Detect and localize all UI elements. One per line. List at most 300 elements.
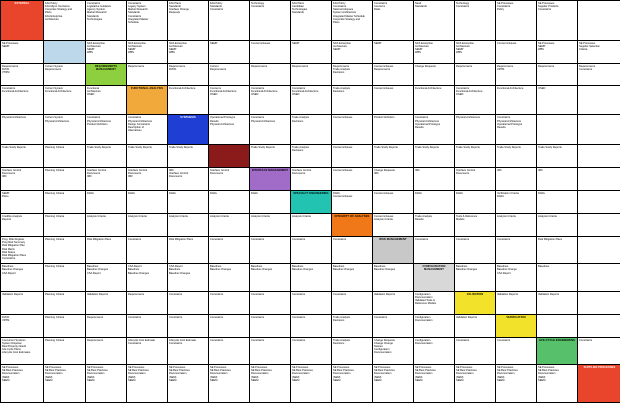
interface-cell[interactable] [127,365,168,403]
process-cell[interactable] [44,40,86,63]
interface-cell[interactable] [291,167,332,190]
interface-cell[interactable] [209,213,250,236]
interface-cell[interactable] [578,167,620,190]
interface-cell[interactable] [537,167,578,190]
interface-cell[interactable] [127,1,168,41]
interface-text: DARs [169,191,176,195]
matrix-row [1,291,620,314]
interface-cell[interactable] [414,167,455,190]
interface-text: Concerns/Issues [497,41,517,45]
interface-cell[interactable] [168,144,209,167]
interface-text: Concerns/Issues Requirements [374,64,394,72]
interface-cell[interactable] [578,190,620,213]
interface-cell[interactable] [496,144,537,167]
interface-cell[interactable] [44,213,86,236]
interface-text: Functional Architecture OSED [87,86,101,97]
interface-text: Analysis Criteria [251,214,270,218]
interface-cell[interactable] [291,291,332,314]
interface-cell[interactable] [373,337,414,364]
interface-cell[interactable] [127,63,168,85]
interface-cell[interactable] [250,291,291,314]
interface-cell[interactable] [291,237,332,264]
interface-cell[interactable] [291,264,332,291]
interface-text: Baselines Baseline Changes [374,265,396,272]
process-label: SPECIALTY ENGINEERING [293,191,329,195]
interface-cell[interactable] [578,314,620,337]
process-label: RISK MANAGEMENT [379,238,407,242]
interface-cell[interactable] [455,337,496,364]
interface-cell[interactable] [332,190,373,213]
matrix-row [1,115,620,144]
interface-text: Baselines Baseline Changes [292,265,314,272]
process-cell[interactable] [578,365,620,403]
interface-cell[interactable] [1,63,44,85]
interface-cell[interactable] [291,144,332,167]
interface-cell[interactable] [496,337,537,364]
interface-text: Analysis Criteria [210,214,229,218]
interface-cell[interactable] [1,115,44,144]
interface-cell[interactable] [578,1,620,41]
process-cell[interactable] [496,314,537,337]
interface-cell[interactable] [414,291,455,314]
interface-text: Interface Control Documents [210,168,230,175]
interface-cell[interactable] [291,365,332,403]
process-cell[interactable] [537,337,578,364]
interface-cell[interactable] [537,237,578,264]
interface-cell[interactable] [86,167,127,190]
interface-cell[interactable] [168,63,209,85]
interface-cell[interactable] [578,115,620,144]
interface-text: DARs [210,191,217,195]
interface-cell[interactable] [250,85,291,114]
interface-cell[interactable] [209,115,250,144]
interface-cell[interactable] [414,1,455,41]
interface-text: Concerns/Issues [333,116,353,120]
interface-cell[interactable] [168,85,209,114]
interface-text: Requirements RVCD VTRM [2,64,19,75]
interface-cell[interactable] [578,40,620,63]
interface-cell[interactable] [332,237,373,264]
interface-cell[interactable] [496,40,537,63]
process-label: CONFIGURATION MANAGEMENT [422,265,446,272]
interface-text: Constraints Functional Architecture OSED [292,86,319,97]
interface-cell[interactable] [332,337,373,364]
interface-text: Functional Architecture [415,86,442,90]
process-cell[interactable] [332,213,373,236]
interface-cell[interactable] [332,40,373,63]
interface-cell[interactable] [86,365,127,403]
process-cell[interactable] [168,115,209,144]
interface-cell[interactable] [414,365,455,403]
interface-cell[interactable] [44,144,86,167]
matrix-row [1,213,620,236]
interface-cell[interactable] [537,291,578,314]
process-cell[interactable] [127,85,168,114]
interface-text: Constraints Concerns Risks [374,2,388,12]
interface-text: SE Processes Constraints Policy [497,2,514,12]
process-cell[interactable] [209,144,250,167]
interface-cell[interactable] [209,167,250,190]
interface-cell[interactable] [44,1,86,41]
interface-cell[interactable] [578,63,620,85]
interface-cell[interactable] [127,264,168,291]
interface-cell[interactable] [373,85,414,114]
interface-cell[interactable] [86,144,127,167]
interface-cell[interactable] [1,314,44,337]
interface-text: Configuration Documentation [415,338,433,345]
interface-cell[interactable] [86,1,127,41]
interface-cell[interactable] [373,1,414,41]
interface-text: Credible Analysis Reports [2,214,22,222]
interface-cell[interactable] [250,365,291,403]
interface-cell[interactable] [250,237,291,264]
interface-cell[interactable] [414,40,455,63]
interface-text: Constraints [251,338,265,342]
interface-cell[interactable] [414,213,455,236]
interface-cell[interactable] [373,213,414,236]
process-label: FUNCTIONAL ANALYSIS [130,86,164,90]
interface-text: Need Standards [415,2,427,9]
interface-cell[interactable] [44,365,86,403]
interface-cell[interactable] [44,115,86,144]
interface-cell[interactable] [455,1,496,41]
interface-cell[interactable] [127,144,168,167]
interface-cell[interactable] [168,264,209,291]
interface-cell[interactable] [537,85,578,114]
interface-cell[interactable] [373,167,414,190]
interface-cell[interactable] [414,314,455,337]
interface-cell[interactable] [455,365,496,403]
interface-cell[interactable] [250,1,291,41]
interface-text: Interface Control Documents IRD [2,168,22,179]
process-label: INTERFACE MANAGEMENT [251,168,289,172]
interface-cell[interactable] [455,190,496,213]
interface-cell[interactable] [1,237,44,264]
interface-cell[interactable] [414,337,455,364]
interface-cell[interactable] [127,40,168,63]
interface-cell[interactable] [291,40,332,63]
interface-text: SE Processes SEMP [2,41,19,49]
interface-text: Analysis Criteria [169,214,188,218]
process-cell[interactable] [1,1,44,41]
interface-cell[interactable] [496,167,537,190]
interface-cell[interactable] [455,237,496,264]
interface-cell[interactable] [373,365,414,403]
interface-cell[interactable] [168,213,209,236]
interface-cell[interactable] [578,237,620,264]
interface-text: NAS Enterprise Architecture SEMP WBS [87,41,105,55]
interface-cell[interactable] [127,337,168,364]
interface-cell[interactable] [1,144,44,167]
interface-cell[interactable] [578,144,620,167]
interface-cell[interactable] [209,1,250,41]
interface-cell[interactable] [168,337,209,364]
interface-cell[interactable] [373,291,414,314]
interface-cell[interactable] [496,115,537,144]
interface-cell[interactable] [86,213,127,236]
interface-cell[interactable] [209,264,250,291]
interface-cell[interactable] [168,365,209,403]
interface-cell[interactable] [414,237,455,264]
interface-cell[interactable] [209,314,250,337]
interface-text: Technology Constraints [456,2,470,9]
interface-text: Constraints Physical Architecture [251,116,276,123]
interface-cell[interactable] [127,167,168,190]
interface-cell[interactable] [414,85,455,114]
interface-cell[interactable] [250,314,291,337]
interface-text: Change Requests IRD [374,168,395,175]
interface-cell[interactable] [86,85,127,114]
interface-text: Baselines Baseline Changes [251,265,273,272]
interface-cell[interactable] [291,337,332,364]
interface-text: Trade Study Reports [2,145,26,149]
interface-cell[interactable] [496,213,537,236]
interface-cell[interactable] [1,365,44,403]
interface-cell[interactable] [1,213,44,236]
interface-cell[interactable] [86,314,127,337]
interface-cell[interactable] [537,213,578,236]
interface-cell[interactable] [455,314,496,337]
interface-cell[interactable] [537,264,578,291]
interface-cell[interactable] [332,85,373,114]
interface-cell[interactable] [537,190,578,213]
interface-cell[interactable] [455,115,496,144]
matrix-row [1,190,620,213]
interface-cell[interactable] [127,291,168,314]
interface-cell[interactable] [578,213,620,236]
interface-cell[interactable] [578,291,620,314]
interface-cell[interactable] [127,213,168,236]
interface-cell[interactable] [455,167,496,190]
interface-cell[interactable] [44,314,86,337]
interface-cell[interactable] [250,337,291,364]
interface-cell[interactable] [127,115,168,144]
interface-text: Current Requirements [210,64,227,72]
interface-text: Requirements RVCD [169,64,186,72]
interface-cell[interactable] [455,144,496,167]
interface-text: Planning Criteria [45,145,65,149]
interface-cell[interactable] [209,190,250,213]
interface-text: SE Processes SE Best Practices Documentation (SEM) SEEM [210,366,231,382]
interface-cell[interactable] [44,337,86,364]
process-cell[interactable] [86,63,127,85]
interface-cell[interactable] [127,237,168,264]
interface-text: Concerns Functional Architecture OSED [210,86,237,97]
process-label: VERIFICATION [506,315,526,319]
interface-cell[interactable] [496,365,537,403]
interface-cell[interactable] [414,115,455,144]
process-cell[interactable] [250,167,291,190]
interface-text: Constraints [251,292,265,296]
interface-text: Planning Criteria [45,292,65,296]
interface-cell[interactable] [44,167,86,190]
interface-cell[interactable] [373,63,414,85]
interface-text: FAA Plans Standards Interface Change Requests [169,2,189,15]
interface-text: Constraints [210,338,224,342]
interface-cell[interactable] [1,190,44,213]
interface-text: DARs [251,191,258,195]
interface-cell[interactable] [44,264,86,291]
interface-text: Baselines Baseline Changes [333,265,355,272]
interface-cell[interactable] [496,190,537,213]
interface-cell[interactable] [537,115,578,144]
interface-cell[interactable] [168,40,209,63]
interface-cell[interactable] [1,264,44,291]
interface-cell[interactable] [209,365,250,403]
interface-cell[interactable] [291,85,332,114]
interface-text: Validation Reports [538,292,560,296]
interface-cell[interactable] [86,190,127,213]
interface-text: Analysis Criteria [128,214,147,218]
interface-cell[interactable] [537,314,578,337]
interface-cell[interactable] [332,291,373,314]
interface-cell[interactable] [414,190,455,213]
interface-cell[interactable] [168,237,209,264]
process-cell[interactable] [414,264,455,291]
interface-cell[interactable] [127,190,168,213]
interface-cell[interactable] [373,144,414,167]
interface-cell[interactable] [44,190,86,213]
interface-text: Constraints [333,238,347,242]
interface-text: Requirements [456,64,473,68]
interface-text: Change Requests [415,64,436,68]
interface-cell[interactable] [209,291,250,314]
interface-cell[interactable] [578,264,620,291]
interface-text: SEMP [374,41,382,45]
interface-text: Trade Study Reports [169,145,193,149]
matrix-row [1,40,620,63]
interface-cell[interactable] [1,167,44,190]
interface-cell[interactable] [373,314,414,337]
interface-cell[interactable] [209,237,250,264]
interface-cell[interactable] [332,314,373,337]
interface-cell[interactable] [250,40,291,63]
interface-cell[interactable] [209,337,250,364]
interface-cell[interactable] [86,264,127,291]
interface-cell[interactable] [373,264,414,291]
interface-cell[interactable] [168,167,209,190]
interface-text: Trade Analysis Decisions [292,116,309,123]
interface-cell[interactable] [1,85,44,114]
interface-cell[interactable] [455,264,496,291]
interface-cell[interactable] [86,291,127,314]
interface-cell[interactable] [250,264,291,291]
interface-cell[interactable] [291,115,332,144]
interface-text: SE Processes SE Best Practices Documentation (SEM) SEEM [251,366,272,382]
interface-cell[interactable] [496,264,537,291]
interface-cell[interactable] [250,115,291,144]
interface-cell[interactable] [496,63,537,85]
interface-cell[interactable] [496,291,537,314]
interface-cell[interactable] [127,314,168,337]
interface-cell[interactable] [537,63,578,85]
interface-cell[interactable] [250,190,291,213]
interface-cell[interactable] [414,144,455,167]
interface-cell[interactable] [44,237,86,264]
interface-cell[interactable] [578,337,620,364]
interface-cell[interactable] [332,365,373,403]
interface-cell[interactable] [291,314,332,337]
interface-text: Trade Analysis Decisions [333,315,350,322]
interface-cell[interactable] [373,115,414,144]
interface-cell[interactable] [496,85,537,114]
interface-cell[interactable] [209,40,250,63]
interface-cell[interactable] [373,190,414,213]
interface-cell[interactable] [44,63,86,85]
interface-cell[interactable] [86,337,127,364]
interface-cell[interactable] [537,1,578,41]
interface-cell[interactable] [496,1,537,41]
interface-text: Product Definition [374,116,395,120]
interface-text: SE Processes SE Best Practices Documentation (SEM) SEEM [128,366,149,382]
interface-cell[interactable] [168,190,209,213]
interface-cell[interactable] [168,1,209,41]
interface-cell[interactable] [332,167,373,190]
interface-cell[interactable] [44,291,86,314]
interface-text: Trade Study Reports [374,145,398,149]
interface-cell[interactable] [291,1,332,41]
interface-cell[interactable] [332,63,373,85]
interface-text: FAA Policy Standards Constraints [210,2,224,12]
interface-cell[interactable] [455,213,496,236]
process-cell[interactable] [291,190,332,213]
interface-cell[interactable] [168,314,209,337]
process-cell[interactable] [455,291,496,314]
interface-cell[interactable] [250,144,291,167]
interface-cell[interactable] [86,40,127,63]
interface-cell[interactable] [86,115,127,144]
interface-text: Planning Criteria [45,214,65,218]
interface-cell[interactable] [578,85,620,114]
interface-cell[interactable] [332,1,373,41]
interface-cell[interactable] [291,63,332,85]
interface-cell[interactable] [209,85,250,114]
interface-cell[interactable] [1,291,44,314]
interface-cell[interactable] [537,144,578,167]
interface-text: NAS Enterprise Architecture SEMP WBS [169,41,187,55]
interface-cell[interactable] [414,63,455,85]
interface-cell[interactable] [373,40,414,63]
interface-text: Configuration Documentation Validated Tools & Reference Models [415,292,437,306]
interface-text: CSA Report Baselines Baseline Changes [169,265,191,275]
interface-cell[interactable] [1,40,44,63]
interface-cell[interactable] [496,237,537,264]
interface-cell[interactable] [332,144,373,167]
interface-cell[interactable] [209,63,250,85]
interface-cell[interactable] [86,237,127,264]
interface-cell[interactable] [537,40,578,63]
interface-text: Constraints [456,338,470,342]
interface-cell[interactable] [332,115,373,144]
interface-cell[interactable] [332,264,373,291]
interface-cell[interactable] [537,365,578,403]
interface-cell[interactable] [250,213,291,236]
interface-text: Requirements [251,64,268,68]
interface-text: Concerns/Issues [333,145,353,149]
interface-cell[interactable] [1,337,44,364]
interface-cell[interactable] [250,63,291,85]
interface-cell[interactable] [44,85,86,114]
interface-text: Constraints [292,238,306,242]
interface-text: Validation Reports [374,292,396,296]
interface-cell[interactable] [455,85,496,114]
interface-cell[interactable] [291,213,332,236]
interface-cell[interactable] [455,40,496,63]
interface-text: Validation Reports [456,315,478,319]
interface-cell[interactable] [455,63,496,85]
process-cell[interactable] [373,237,414,264]
interface-cell[interactable] [168,291,209,314]
